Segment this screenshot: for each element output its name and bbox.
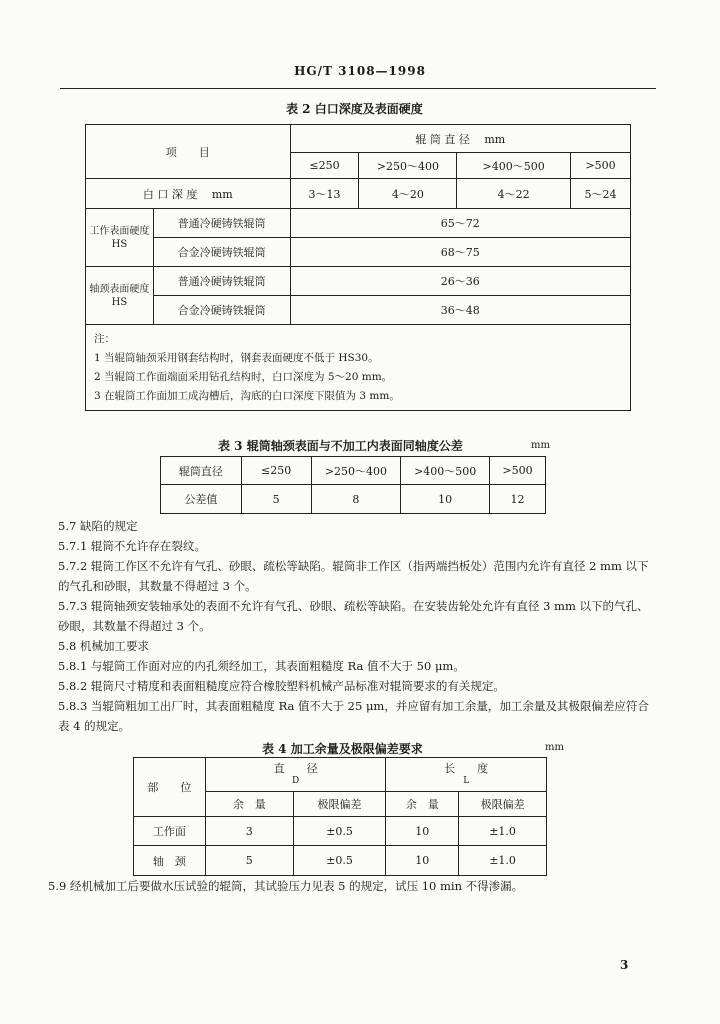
table2-roll-type: 普通冷硬铸铁辊筒 <box>153 267 290 296</box>
table2-hardness-value: 65～72 <box>290 209 630 238</box>
table2-range: >250～400 <box>359 153 457 179</box>
table2 <box>85 124 631 411</box>
table4-length-symbol: L <box>463 775 470 786</box>
table3-caption: 表 3 辊筒轴颈表面与不加工内表面同轴度公差 <box>218 439 463 453</box>
paragraph: 5.7.3 辊筒轴颈安装轴承处的表面不允许有气孔、砂眼、疏松等缺陷。在安装齿轮处允许有直径 3 mm 以下的气孔、砂眼，其数量不得超过 3 个。 <box>58 599 649 633</box>
table4-diameter-header <box>205 758 386 792</box>
table4-caption: 表 4 加工余量及极限偏差要求 <box>262 742 423 756</box>
table2-range: >500 <box>571 153 631 179</box>
table3-cell: >500 <box>490 457 546 485</box>
table4-diameter-label: 直 径 <box>273 761 318 775</box>
table3-cell: 8 <box>311 485 401 514</box>
table4-cell: 轴 颈 <box>134 846 206 876</box>
paragraph: 5.7.1 辊筒不允许存在裂纹。 <box>58 539 206 553</box>
paragraph: 5.9 经机械加工后要做水压试验的辊筒，其试验压力见表 5 的规定，试压 10 min 不得渗漏。 <box>48 879 524 893</box>
table3-cell: >250～400 <box>311 457 401 485</box>
table2-work-hardness-label: 工作表面硬度HS <box>86 209 154 267</box>
table2-range: >400～500 <box>457 153 571 179</box>
table4-subheader: 余 量 <box>205 792 293 817</box>
table4-subheader: 极限偏差 <box>459 792 547 817</box>
table3-unit: mm <box>531 440 550 451</box>
table2-hardness-value: 68～75 <box>290 238 630 267</box>
page-number: 3 <box>620 958 629 972</box>
table4-cell: 3 <box>205 817 293 846</box>
table3-cell: 5 <box>241 485 311 514</box>
table4-cell: ±1.0 <box>459 846 547 876</box>
paragraph: 5.7 缺陷的规定 <box>58 519 138 533</box>
table2-note: 2 当辊筒工作面端面采用钻孔结构时，白口深度为 5～20 mm。 <box>94 370 393 383</box>
table2-roll-type: 合金冷硬铸铁辊筒 <box>153 238 290 267</box>
table2-range: ≤250 <box>290 153 359 179</box>
body-text <box>58 516 658 736</box>
table4-cell: ±0.5 <box>293 846 386 876</box>
table2-notes <box>86 325 631 411</box>
table3-cell: 12 <box>490 485 546 514</box>
table2-item-header: 项 目 <box>86 125 291 179</box>
table4-length-header <box>386 758 547 792</box>
table2-chill-depth-value: 3～13 <box>290 179 359 209</box>
paragraph: 5.8.1 与辊筒工作面对应的内孔须经加工，其表面粗糙度 Ra 值不大于 50 μm。 <box>58 659 465 673</box>
table3-cell: 10 <box>401 485 490 514</box>
table4-cell: 10 <box>386 817 459 846</box>
table4-cell: 工作面 <box>134 817 206 846</box>
table2-journal-hardness-label: 轴颈表面硬度HS <box>86 267 154 325</box>
paragraph: 5.8.2 辊筒尺寸精度和表面粗糙度应符合橡胶塑料机械产品标准对辊筒要求的有关规定。 <box>58 679 505 693</box>
table2-caption: 表 2 白口深度及表面硬度 <box>286 102 423 116</box>
standard-header: HG/T 3108—1998 <box>294 64 426 78</box>
table2-note: 1 当辊筒轴颈采用钢套结构时，钢套表面硬度不低于 HS30。 <box>94 351 379 364</box>
table2-note: 注： <box>94 332 115 345</box>
table4-part-header: 部 位 <box>134 758 206 817</box>
table4-subheader: 余 量 <box>386 792 459 817</box>
table3 <box>160 456 546 514</box>
paragraph: 5.7.2 辊筒工作区不允许有气孔、砂眼、疏松等缺陷。辊筒非工作区（指两端挡板处）范围内允许有直径 2 mm 以下的气孔和砂眼，其数量不得超过 3 个。 <box>58 559 649 593</box>
table4-cell: 5 <box>205 846 293 876</box>
table3-cell: 公差值 <box>161 485 242 514</box>
paragraph: 5.8.3 当辊筒粗加工出厂时，其表面粗糙度 Ra 值不大于 25 μm，并应留有加工余量，加工余量及其极限偏差应符合表 4 的规定。 <box>58 699 649 733</box>
table2-diameter-header: 辊 筒 直 径 mm <box>290 125 630 153</box>
table4-diameter-symbol: D <box>292 775 300 786</box>
table2-hardness-value: 36～48 <box>290 296 630 325</box>
table2-chill-depth-value: 4～20 <box>359 179 457 209</box>
table4 <box>133 757 547 876</box>
paragraph: 5.8 机械加工要求 <box>58 639 149 653</box>
table3-cell: 辊筒直径 <box>161 457 242 485</box>
table4-cell: ±1.0 <box>459 817 547 846</box>
section-5-9 <box>48 876 660 896</box>
table4-subheader: 极限偏差 <box>293 792 386 817</box>
table2-chill-depth-value: 5～24 <box>571 179 631 209</box>
header-rule <box>60 88 656 89</box>
table3-cell: >400～500 <box>401 457 490 485</box>
table4-cell: ±0.5 <box>293 817 386 846</box>
table4-unit: mm <box>545 742 564 753</box>
table2-chill-depth-value: 4～22 <box>457 179 571 209</box>
table2-note: 3 在辊筒工作面加工成沟槽后，沟底的白口深度下限值为 3 mm。 <box>94 389 400 402</box>
table2-chill-depth-label: 白 口 深 度 mm <box>86 179 291 209</box>
table2-hardness-value: 26～36 <box>290 267 630 296</box>
table2-roll-type: 普通冷硬铸铁辊筒 <box>153 209 290 238</box>
table4-cell: 10 <box>386 846 459 876</box>
table4-length-label: 长 度 <box>444 761 489 775</box>
table2-roll-type: 合金冷硬铸铁辊筒 <box>153 296 290 325</box>
table3-cell: ≤250 <box>241 457 311 485</box>
